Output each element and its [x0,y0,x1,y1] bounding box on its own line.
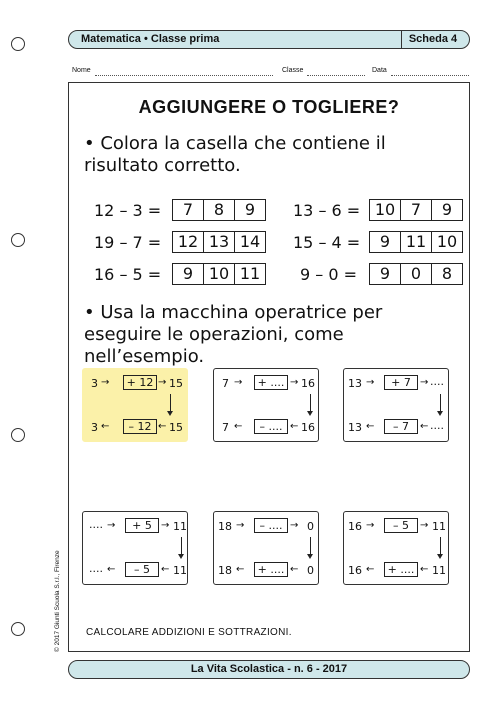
choice-cell[interactable]: 9 [173,264,204,284]
instruction-machine: • Usa la macchina operatrice per eseguire le operazioni, come nell’esempio. [84,302,383,367]
arrow-right-icon: → [420,377,429,388]
binder-hole [11,37,25,51]
arrow-left-icon: ← [236,564,245,575]
arrow-right-icon: → [107,520,116,531]
machine-back-left: 18 [218,564,232,577]
machine-back-right[interactable]: .... [430,419,444,432]
machine-operator-bottom: – 5 [125,562,159,577]
arrow-right-icon: → [290,377,299,388]
machine-box [343,511,449,585]
choice-group [172,199,266,221]
choice-cell[interactable]: 12 [173,232,204,252]
arrow-left-icon: ← [366,421,375,432]
machine-back-right: 11 [432,564,446,577]
arrow-down-icon [310,394,311,412]
machine-back-left: 3 [91,421,98,434]
arrow-right-icon: → [366,377,375,388]
choice-group [369,231,463,253]
machine-operator-bottom[interactable]: – .... [254,419,288,434]
machine-operator-bottom[interactable]: + .... [254,562,288,577]
choice-cell[interactable]: 7 [401,200,432,220]
header-divider [401,31,402,48]
binder-hole [11,428,25,442]
copyright-notice: © 2017 Giunti Scuola S.r.l., Firenze [54,550,61,652]
choice-cell[interactable]: 10 [370,200,401,220]
choice-cell[interactable]: 8 [441,264,453,283]
arrow-left-icon: ← [234,421,243,432]
machine-box [213,368,319,442]
arrow-right-icon: → [234,377,243,388]
arrow-right-icon: → [366,520,375,531]
arrow-down-icon [440,537,441,555]
arrow-left-icon: ← [420,564,429,575]
machine-output: 15 [169,377,183,390]
equation: 19 – 7 = [94,233,162,252]
machine-back-left: 16 [348,564,362,577]
choice-cell[interactable]: 10 [436,232,458,251]
arrow-left-icon: ← [161,564,170,575]
machine-back-left[interactable]: .... [89,562,103,575]
choice-cell[interactable]: 10 [204,264,235,284]
arrow-left-icon: ← [290,564,299,575]
worksheet-title: AGGIUNGERE O TOGLIERE? [138,97,400,117]
machine-operator-bottom: – 12 [123,419,157,434]
machine-output: 11 [173,520,187,533]
choice-cell[interactable]: 11 [401,232,432,252]
machine-operator-top: + 12 [123,375,157,390]
choice-group [369,199,463,221]
machine-back-right: 11 [173,564,187,577]
machine-operator-bottom[interactable]: + .... [384,562,418,577]
equation: 12 – 3 = [94,201,162,220]
machine-input[interactable]: .... [89,518,103,531]
objective-caption: CALCOLARE ADDIZIONI E SOTTRAZIONI. [86,627,292,638]
choice-cell[interactable]: 13 [204,232,235,252]
date-label: Data [372,67,387,74]
arrow-left-icon: ← [158,421,167,432]
equation: 13 – 6 = [293,201,361,220]
machine-back-right: 0 [307,564,314,577]
choice-cell[interactable]: 9 [244,200,256,219]
subject-label: Matematica • Classe prima [81,33,220,45]
arrow-down-icon [170,394,171,412]
choice-cell[interactable]: 9 [441,200,453,219]
arrow-left-icon: ← [101,421,110,432]
choice-group [172,231,266,253]
date-field[interactable] [391,75,469,76]
machine-input: 16 [348,520,362,533]
name-label: Nome [72,67,91,74]
choice-cell[interactable]: 14 [239,232,261,251]
machine-back-right: 15 [169,421,183,434]
machine-back-right: 16 [301,421,315,434]
machine-input: 3 [91,377,98,390]
machine-back-left: 13 [348,421,362,434]
machine-back-left: 7 [222,421,229,434]
arrow-right-icon: → [158,377,167,388]
choice-group [369,263,463,285]
header-bar [68,30,470,49]
arrow-left-icon: ← [366,564,375,575]
arrow-left-icon: ← [290,421,299,432]
equation: 9 – 0 = [300,265,358,284]
arrow-left-icon: ← [107,564,116,575]
class-label: Classe [282,67,304,74]
choice-cell[interactable]: 8 [204,200,235,220]
arrow-left-icon: ← [420,421,429,432]
choice-cell[interactable]: 0 [401,264,432,284]
sheet-number: Scheda 4 [408,33,458,45]
machine-box [343,368,449,442]
arrow-right-icon: → [236,520,245,531]
arrow-right-icon: → [161,520,170,531]
machine-operator-bottom: – 7 [384,419,418,434]
machine-operator-top: + 7 [384,375,418,390]
arrow-down-icon [181,537,182,555]
choice-cell[interactable]: 9 [370,264,401,284]
machine-input: 7 [222,377,229,390]
machine-box-example [82,368,188,442]
machine-output[interactable]: .... [430,375,444,388]
instruction-color: • Colora la casella che contiene il risultato corretto. [84,133,386,176]
arrow-right-icon: → [420,520,429,531]
arrow-down-icon [310,537,311,555]
equation: 16 – 5 = [94,265,162,284]
machine-box [213,511,319,585]
arrow-right-icon: → [101,377,110,388]
machine-input: 13 [348,377,362,390]
machine-operator-top: + 5 [125,518,159,533]
machine-operator-top[interactable]: + .... [254,375,288,390]
footer-bar: La Vita Scolastica - n. 6 - 2017 [68,660,470,679]
name-field[interactable] [95,75,273,76]
choice-cell[interactable]: 7 [173,200,204,220]
machine-output: 11 [432,520,446,533]
class-field[interactable] [307,75,365,76]
arrow-right-icon: → [290,520,299,531]
arrow-down-icon [440,394,441,412]
machine-operator-top[interactable]: – .... [254,518,288,533]
choice-cell[interactable]: 11 [239,264,261,283]
binder-hole [11,233,25,247]
machine-output: 0 [307,520,314,533]
machine-input: 18 [218,520,232,533]
binder-hole [11,622,25,636]
equation: 15 – 4 = [293,233,361,252]
machine-box [82,511,188,585]
choice-cell[interactable]: 9 [370,232,401,252]
machine-operator-top: – 5 [384,518,418,533]
choice-group [172,263,266,285]
machine-output: 16 [301,377,315,390]
